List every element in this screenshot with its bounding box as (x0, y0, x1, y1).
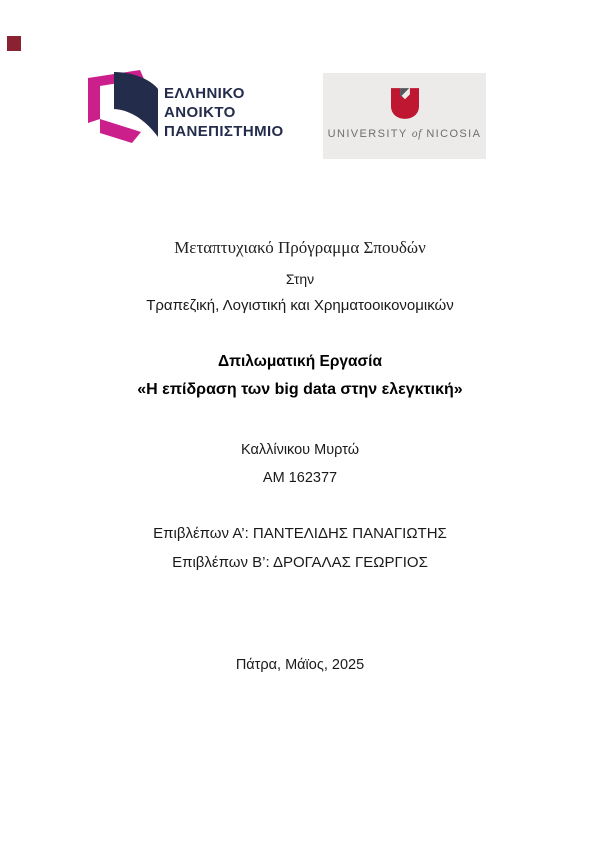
program-line: Μεταπτυχιακό Πρόγραμμα Σπουδών (174, 238, 426, 257)
unic-word-university: UNIVERSITY (327, 128, 408, 140)
thesis-title: «Η επίδραση των big data στην ελεγκτική» (137, 381, 463, 398)
unic-word-nicosia: NICOSIA (426, 128, 482, 140)
hou-name-line1: ΕΛΛΗΝΙΚΟ (164, 85, 245, 102)
unic-logo (323, 73, 486, 159)
department-line: Τραπεζική, Λογιστική και Χρηματοοικονομικών (146, 297, 454, 314)
corner-marker-rect (7, 36, 21, 51)
unic-shield-icon (391, 88, 419, 119)
unic-wordmark (328, 128, 482, 140)
author-name: Καλλίνικου Μυρτώ (240, 442, 360, 458)
student-id: ΑΜ 162377 (262, 470, 338, 486)
hou-logo (88, 70, 288, 148)
shield-triangle-shape (400, 88, 409, 97)
in-line: Στην (285, 271, 315, 287)
corner-marker (7, 36, 21, 51)
hou-wordmark (164, 84, 284, 141)
supervisor-b-line: Επιβλέπων Β’: ΔΡΟΓΑΛΑΣ ΓΕΩΡΓΙΟΣ (172, 554, 428, 571)
supervisor-a-line: Επιβλέπων Α’: ΠΑΝΤΕΛΙΔΗΣ ΠΑΝΑΓΙΩΤΗΣ (153, 525, 447, 542)
open-book-icon (88, 70, 158, 143)
book-lower-cover-shape (100, 119, 141, 143)
hou-name-line2: ΑΝΟΙΚΤΟ (164, 104, 236, 121)
hou-name-line3: ΠΑΝΕΠΙΣΤΗΜΙΟ (164, 123, 284, 140)
unic-word-of: of (411, 128, 422, 140)
thesis-type-heading: Δπιλωματική Εργασία (217, 353, 382, 370)
shield-u-shape (391, 88, 419, 119)
place-date-line: Πάτρα, Μάϊος, 2025 (235, 657, 365, 673)
